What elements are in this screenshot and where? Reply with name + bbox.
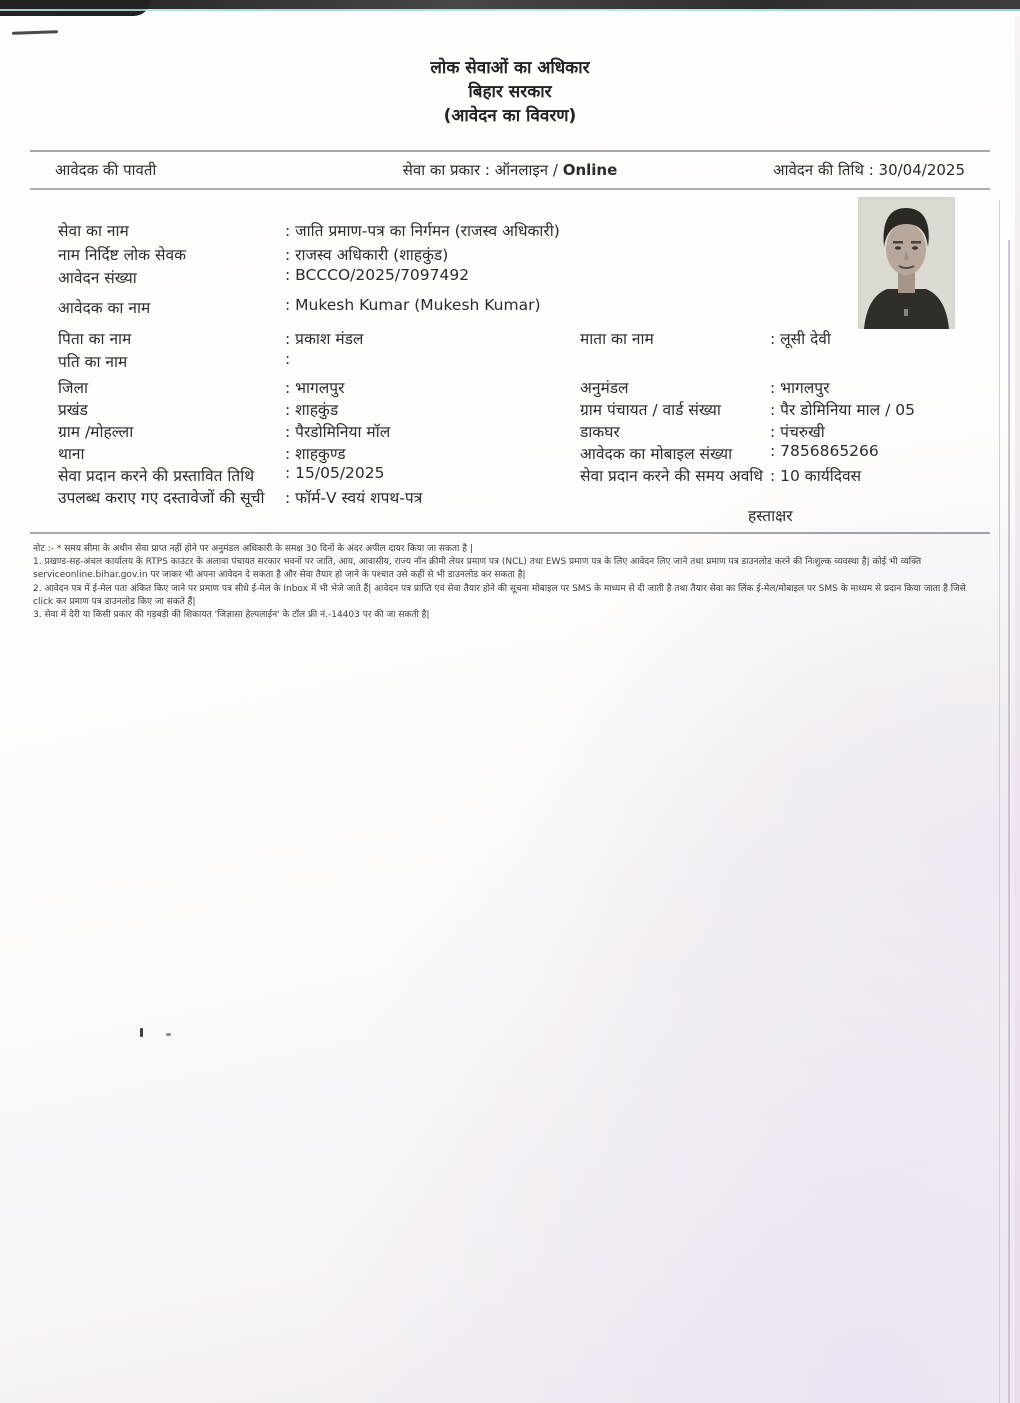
scan-ink-mark: [166, 1033, 171, 1036]
field-value: : 7856865266: [770, 442, 879, 460]
field-label: नाम निर्दिष्ट लोक सेवक: [58, 246, 187, 264]
note-line: serviceonline.bihar.gov.in पर जाकर भी अपना आवेदन दे सकता है और सेवा तैयार हो जाने के पश्चात उसे कहीं से भी डाउनलोड कर सकता है|: [33, 570, 526, 581]
field-value: : फॉर्म-V स्वयं शपथ-पत्र: [285, 489, 423, 507]
field-row-service-name: [0, 219, 1020, 241]
field-label: आवेदक का मोबाइल संख्या: [580, 445, 733, 463]
service-type: [403, 160, 618, 180]
field-label: सेवा प्रदान करने की प्रस्तावित तिथि: [58, 467, 255, 485]
scan-cyan-line: [0, 9, 1020, 11]
service-type-label: सेवा का प्रकार : ऑनलाइन /: [402, 161, 563, 179]
field-value: : पैरडोमिनिया मॉल: [285, 423, 391, 441]
scan-ink-mark: [140, 1028, 143, 1037]
divider-meta: [30, 188, 990, 190]
field-row-father-mother: [0, 327, 1020, 349]
meta-row: [0, 158, 1020, 182]
field-value: : शाहकुंड: [285, 401, 339, 419]
note-line: 2. आवेदन पत्र में ई-मेल पता अंकित किए जाने पर प्रमाण पत्र सीधे ई-मेल के Inbox में भी भेजे जाते हैं| आवेदन पत्र प्राप्ति एवं सेवा तैयार होने की सूचना मोबाइल पर SMS के माध्यम से दी जाती है तथा तैयार सेवा का लिंक ई-मेल/मोबाइल पर SMS के माध्यम से प्रदान किया जाता है जिसे: [33, 583, 966, 594]
field-value: : प्रकाश मंडल: [285, 330, 364, 348]
field-row-village-postoffice: [0, 420, 1020, 442]
field-value: : शाहकुण्ड: [285, 445, 346, 463]
field-value: : भागलपुर: [285, 379, 345, 397]
field-value: : पंचरुखी: [770, 423, 825, 441]
field-label: अनुमंडल: [580, 379, 629, 397]
field-label: पति का नाम: [58, 353, 128, 371]
header-subtitle: बिहार सरकार: [468, 82, 552, 102]
field-value: : Mukesh Kumar (Mukesh Kumar): [285, 296, 541, 314]
field-label: माता का नाम: [580, 330, 654, 348]
service-type-value: Online: [562, 161, 618, 179]
field-row-documents-list: [0, 486, 1020, 508]
field-row-application-number: [0, 266, 1020, 288]
field-row-district-subdivision: [0, 376, 1020, 398]
field-value: : 10 कार्यदिवस: [770, 467, 862, 485]
field-label: आवेदन संख्या: [58, 269, 137, 287]
note-line: 1. प्रखण्ड-सह-अंचल कार्यालय के RTPS काउंटर के अलावा पंचायत सरकार भवनों पर जाति, आय, आवासीय, राज्य नॉन क्रीमी लेयर प्रमाण पत्र (NCL) तथा EWS प्रमाण पत्र के लिए आवेदन लिए जाने तथा प्रमाण पत्र डाउनलोड करने की निःशुल्क व्यवस्था है| कोई भी व्यक्ति: [33, 557, 922, 568]
field-value: : BCCCO/2025/7097492: [285, 266, 470, 284]
document-header: [0, 56, 1020, 128]
divider-top: [30, 150, 990, 152]
field-value: : लूसी देवी: [770, 330, 831, 348]
field-label: डाकघर: [580, 423, 620, 441]
scan-top-edge: [0, 0, 1020, 9]
field-value: : भागलपुर: [770, 379, 830, 397]
scan-ink-dash: [12, 30, 58, 35]
field-value: :: [285, 350, 291, 368]
field-label: ग्राम पंचायत / वार्ड संख्या: [580, 401, 721, 419]
divider-signature: [30, 532, 990, 534]
field-label: सेवा का नाम: [58, 222, 129, 240]
field-row-delivery-date-duration: [0, 464, 1020, 486]
note-line: 3. सेवा में देरी या किसी प्रकार की गड़बड़ी की शिकायत 'जिज्ञासा हेल्पलाईन' के टॉल फ्री नं.-14403 पर की जा सकती है|: [33, 610, 430, 621]
field-label: आवेदक का नाम: [58, 299, 151, 317]
field-value: : 15/05/2025: [285, 464, 385, 482]
field-row-police-mobile: [0, 442, 1020, 464]
note-line: नोट :- * समय सीमा के अधीन सेवा प्राप्त नहीं होने पर अनुमंडल अधिकारी के समक्ष 30 दिनों के अंदर अपील दायर किया जा सकता है |: [33, 544, 473, 554]
field-value: : जाति प्रमाण-पत्र का निर्गमन (राजस्व अधिकारी): [285, 222, 560, 240]
application-date: आवेदन की तिथि : 30/04/2025: [773, 161, 965, 179]
field-label: उपलब्ध कराए गए दस्तावेजों की सूची: [58, 489, 265, 507]
note-line: click कर प्रमाण पत्र डाउनलोड किए जा सकते हैं|: [33, 596, 196, 607]
field-label: जिला: [58, 379, 89, 397]
field-row-public-servant: [0, 243, 1020, 265]
scan-top-left-corner: [0, 0, 150, 16]
field-value: : राजस्व अधिकारी (शाहकुंड): [285, 246, 449, 264]
field-label: प्रखंड: [58, 401, 88, 419]
header-caption: (आवेदन का विवरण): [443, 106, 577, 126]
header-title: लोक सेवाओं का अधिकार: [430, 58, 590, 78]
field-row-applicant-name: [0, 296, 1020, 318]
footer-notes: [33, 543, 989, 622]
field-label: ग्राम /मोहल्ला: [58, 423, 134, 441]
field-label: सेवा प्रदान करने की समय अवधि: [580, 467, 763, 485]
field-row-block-panchayat: [0, 398, 1020, 420]
applicant-receipt-label: आवेदक की पावती: [55, 161, 157, 179]
signature-label: हस्ताक्षर: [748, 507, 793, 525]
field-label: थाना: [58, 445, 85, 463]
field-label: पिता का नाम: [58, 330, 132, 348]
field-value: : पैर डोमिनिया माल / 05: [770, 401, 915, 419]
field-row-husband: [0, 350, 1020, 372]
